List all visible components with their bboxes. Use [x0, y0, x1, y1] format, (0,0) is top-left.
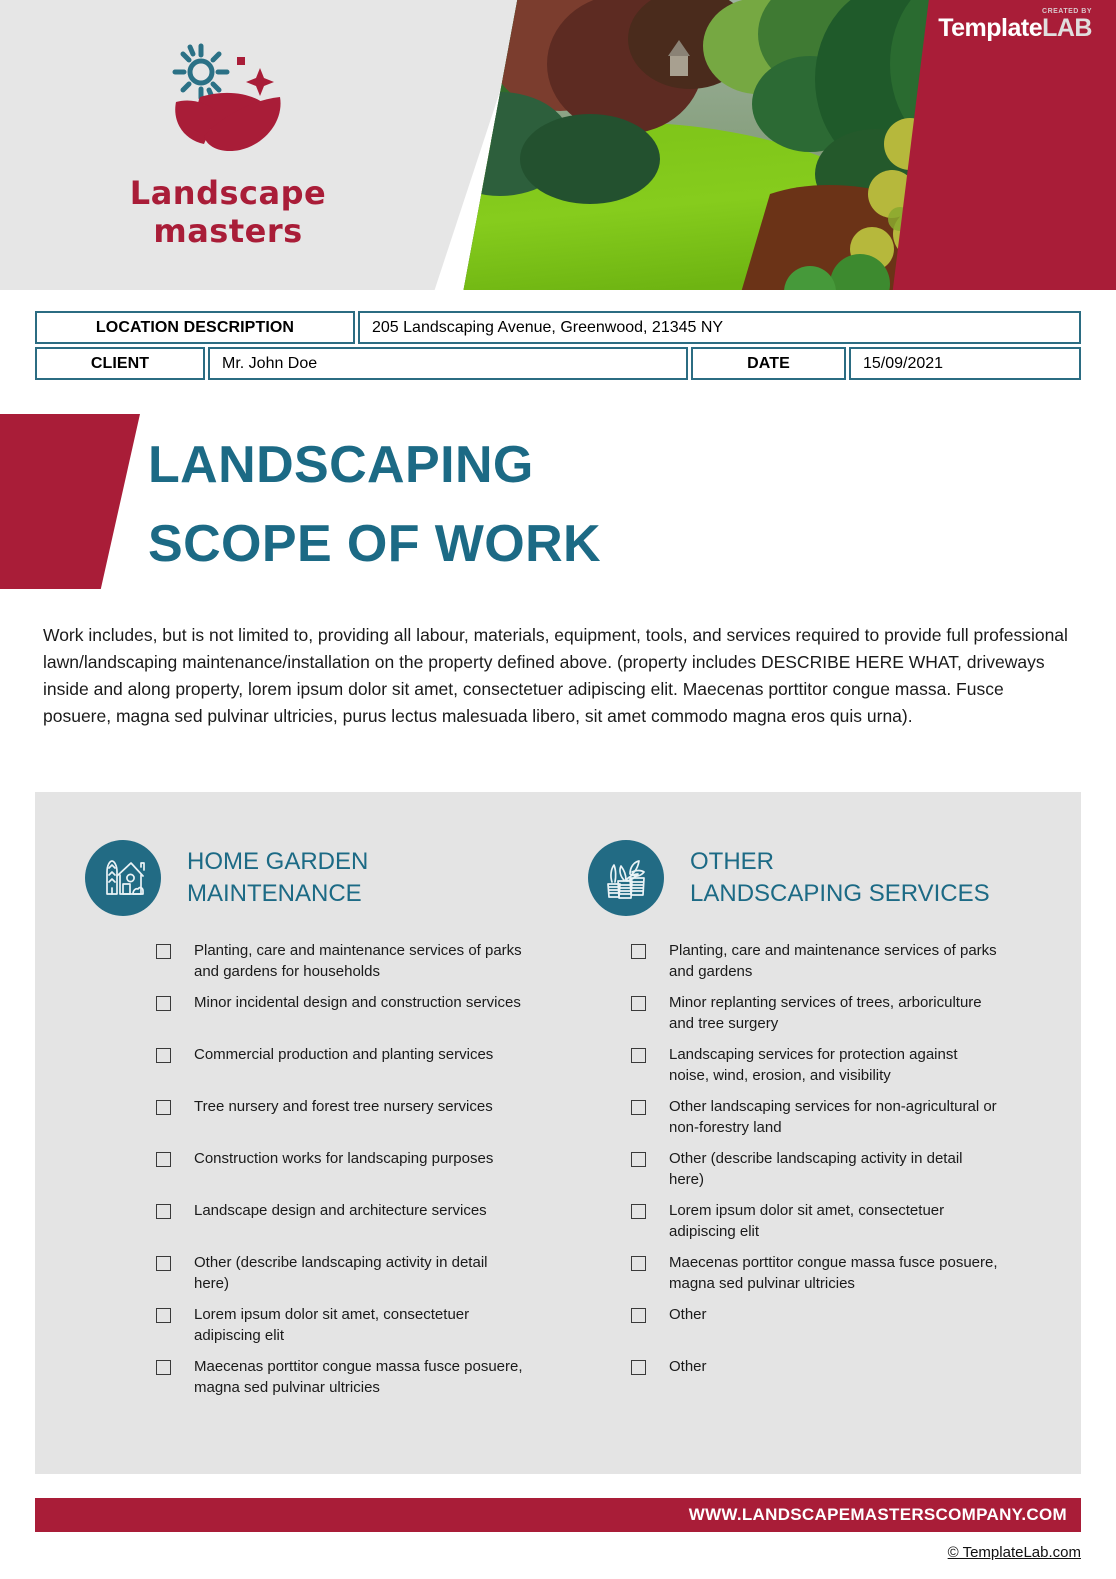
list-item-label: Other (describe landscaping activity in detail here) — [194, 1254, 488, 1293]
checkbox[interactable] — [156, 996, 171, 1011]
company-name: Landscape masters — [129, 174, 327, 250]
checkbox[interactable] — [156, 1256, 171, 1271]
watermark-name — [938, 16, 1092, 41]
potted-plants-glyph — [600, 852, 652, 904]
title-line-1: LANDSCAPING — [148, 436, 534, 494]
list-item-label: Planting, care and maintenance services of parks and gardens — [669, 942, 997, 981]
checklist-columns — [35, 792, 1081, 1408]
footer-bar — [35, 1498, 1081, 1532]
checkbox[interactable] — [156, 1100, 171, 1115]
checkbox[interactable] — [156, 1308, 171, 1323]
list-item[interactable] — [631, 1356, 1081, 1408]
checkbox[interactable] — [631, 1100, 646, 1115]
table-row-client-date — [35, 347, 1081, 380]
checkbox[interactable] — [631, 1204, 646, 1219]
checklist-items — [558, 940, 1081, 1408]
section-title-line-1: OTHER — [690, 848, 774, 876]
list-item[interactable] — [156, 1356, 558, 1408]
location-value[interactable]: 205 Landscaping Avenue, Greenwood, 21345 NY — [358, 311, 1081, 344]
location-label: LOCATION DESCRIPTION — [35, 311, 355, 344]
checkbox[interactable] — [156, 1204, 171, 1219]
list-item[interactable] — [631, 1304, 1081, 1356]
list-item-label: Commercial production and planting services — [194, 1046, 494, 1063]
list-item[interactable] — [156, 1044, 558, 1096]
section-other-landscaping-services — [558, 792, 1081, 1408]
list-item[interactable] — [156, 940, 558, 992]
section-home-garden-maintenance — [35, 792, 558, 1408]
list-item[interactable] — [156, 1252, 558, 1304]
list-item-label: Lorem ipsum dolor sit amet, consectetuer adipiscing elit — [194, 1306, 470, 1345]
list-item[interactable] — [631, 1252, 1081, 1304]
list-item[interactable] — [631, 940, 1081, 992]
list-item-label: Other — [669, 1306, 707, 1323]
section-title — [187, 846, 368, 909]
copyright-notice[interactable]: © TemplateLab.com — [947, 1544, 1081, 1561]
list-item-label: Other — [669, 1358, 707, 1375]
title-red-shape — [0, 414, 140, 589]
list-item[interactable] — [156, 1304, 558, 1356]
list-item[interactable] — [156, 1200, 558, 1252]
checkbox[interactable] — [631, 1308, 646, 1323]
checkbox[interactable] — [631, 944, 646, 959]
list-item-label: Planting, care and maintenance services of parks and gardens for households — [194, 942, 522, 981]
list-item-label: Maecenas porttitor congue massa fusce posuere, magna sed pulvinar ultricies — [194, 1358, 523, 1397]
section-title-line-2: LANDSCAPING SERVICES — [690, 880, 990, 907]
checkbox[interactable] — [156, 1360, 171, 1375]
house-tree-glyph — [97, 852, 149, 904]
watermark-created-by: CREATED BY — [1042, 8, 1092, 15]
list-item-label: Landscaping services for protection against noise, wind, erosion, and visibility — [669, 1046, 958, 1085]
list-item[interactable] — [156, 1096, 558, 1148]
list-item-label: Maecenas porttitor congue massa fusce posuere, magna sed pulvinar ultricies — [669, 1254, 998, 1293]
date-label: DATE — [691, 347, 846, 380]
list-item[interactable] — [631, 1200, 1081, 1252]
checkbox[interactable] — [631, 1256, 646, 1271]
list-item-label: Minor replanting services of trees, arboriculture and tree surgery — [669, 994, 982, 1033]
list-item-label: Construction works for landscaping purposes — [194, 1150, 494, 1167]
checkbox[interactable] — [631, 1152, 646, 1167]
client-value[interactable]: Mr. John Doe — [208, 347, 688, 380]
checkbox[interactable] — [631, 1048, 646, 1063]
checkbox[interactable] — [156, 1152, 171, 1167]
checkbox[interactable] — [631, 1360, 646, 1375]
list-item-label: Other (describe landscaping activity in detail here) — [669, 1150, 963, 1189]
document-header — [0, 0, 1116, 290]
templatelab-watermark — [938, 8, 1092, 41]
potted-plants-icon — [588, 840, 664, 916]
watermark-lab: LAB — [1042, 14, 1092, 42]
checkbox[interactable] — [631, 996, 646, 1011]
page-title — [148, 426, 601, 584]
section-title-line-1: HOME GARDEN — [187, 848, 369, 876]
list-item-label: Landscape design and architecture services — [194, 1202, 487, 1219]
checklist-panel — [35, 792, 1081, 1474]
table-row-location — [35, 311, 1081, 344]
list-item[interactable] — [631, 992, 1081, 1044]
checklist-items — [35, 940, 558, 1408]
date-value[interactable]: 15/09/2021 — [849, 347, 1081, 380]
section-title — [690, 846, 990, 909]
list-item-label: Lorem ipsum dolor sit amet, consectetuer adipiscing elit — [669, 1202, 945, 1241]
section-header — [558, 792, 1081, 916]
list-item[interactable] — [631, 1044, 1081, 1096]
list-item[interactable] — [631, 1148, 1081, 1200]
title-block — [0, 414, 1116, 594]
list-item-label: Minor incidental design and construction services — [194, 994, 521, 1011]
section-title-line-2: MAINTENANCE — [187, 880, 362, 907]
section-header — [35, 792, 558, 916]
footer-website[interactable]: WWW.LANDSCAPEMASTERSCOMPANY.COM — [688, 1505, 1067, 1524]
list-item[interactable] — [631, 1096, 1081, 1148]
list-item[interactable] — [156, 992, 558, 1044]
info-table — [35, 311, 1081, 380]
list-item-label: Tree nursery and forest tree nursery services — [194, 1098, 493, 1115]
sun-over-hills-icon — [148, 40, 308, 170]
checkbox[interactable] — [156, 944, 171, 959]
title-line-2: SCOPE OF WORK — [148, 515, 601, 574]
intro-paragraph: Work includes, but is not limited to, providing all labour, materials, equipment, tools, and services required to provide full professional lawn/landscaping maintenance/installation on the property defined above. (property includes DESCRIBE HERE WHAT, driveways inside and along property, lorem ipsum dolor sit amet, consectetuer adipiscing elit. Maecenas porttitor congue massa. Fusce posuere, magna sed pulvinar ultricies, purus lectus malesuada libero, sit amet commodo magna eros quis urna). — [43, 625, 1068, 727]
company-logo — [78, 40, 378, 250]
list-item-label: Other landscaping services for non-agricultural or non-forestry land — [669, 1098, 997, 1137]
house-with-tree-icon — [85, 840, 161, 916]
list-item[interactable] — [156, 1148, 558, 1200]
watermark-template: Template — [938, 14, 1043, 42]
client-label: CLIENT — [35, 347, 205, 380]
checkbox[interactable] — [156, 1048, 171, 1063]
